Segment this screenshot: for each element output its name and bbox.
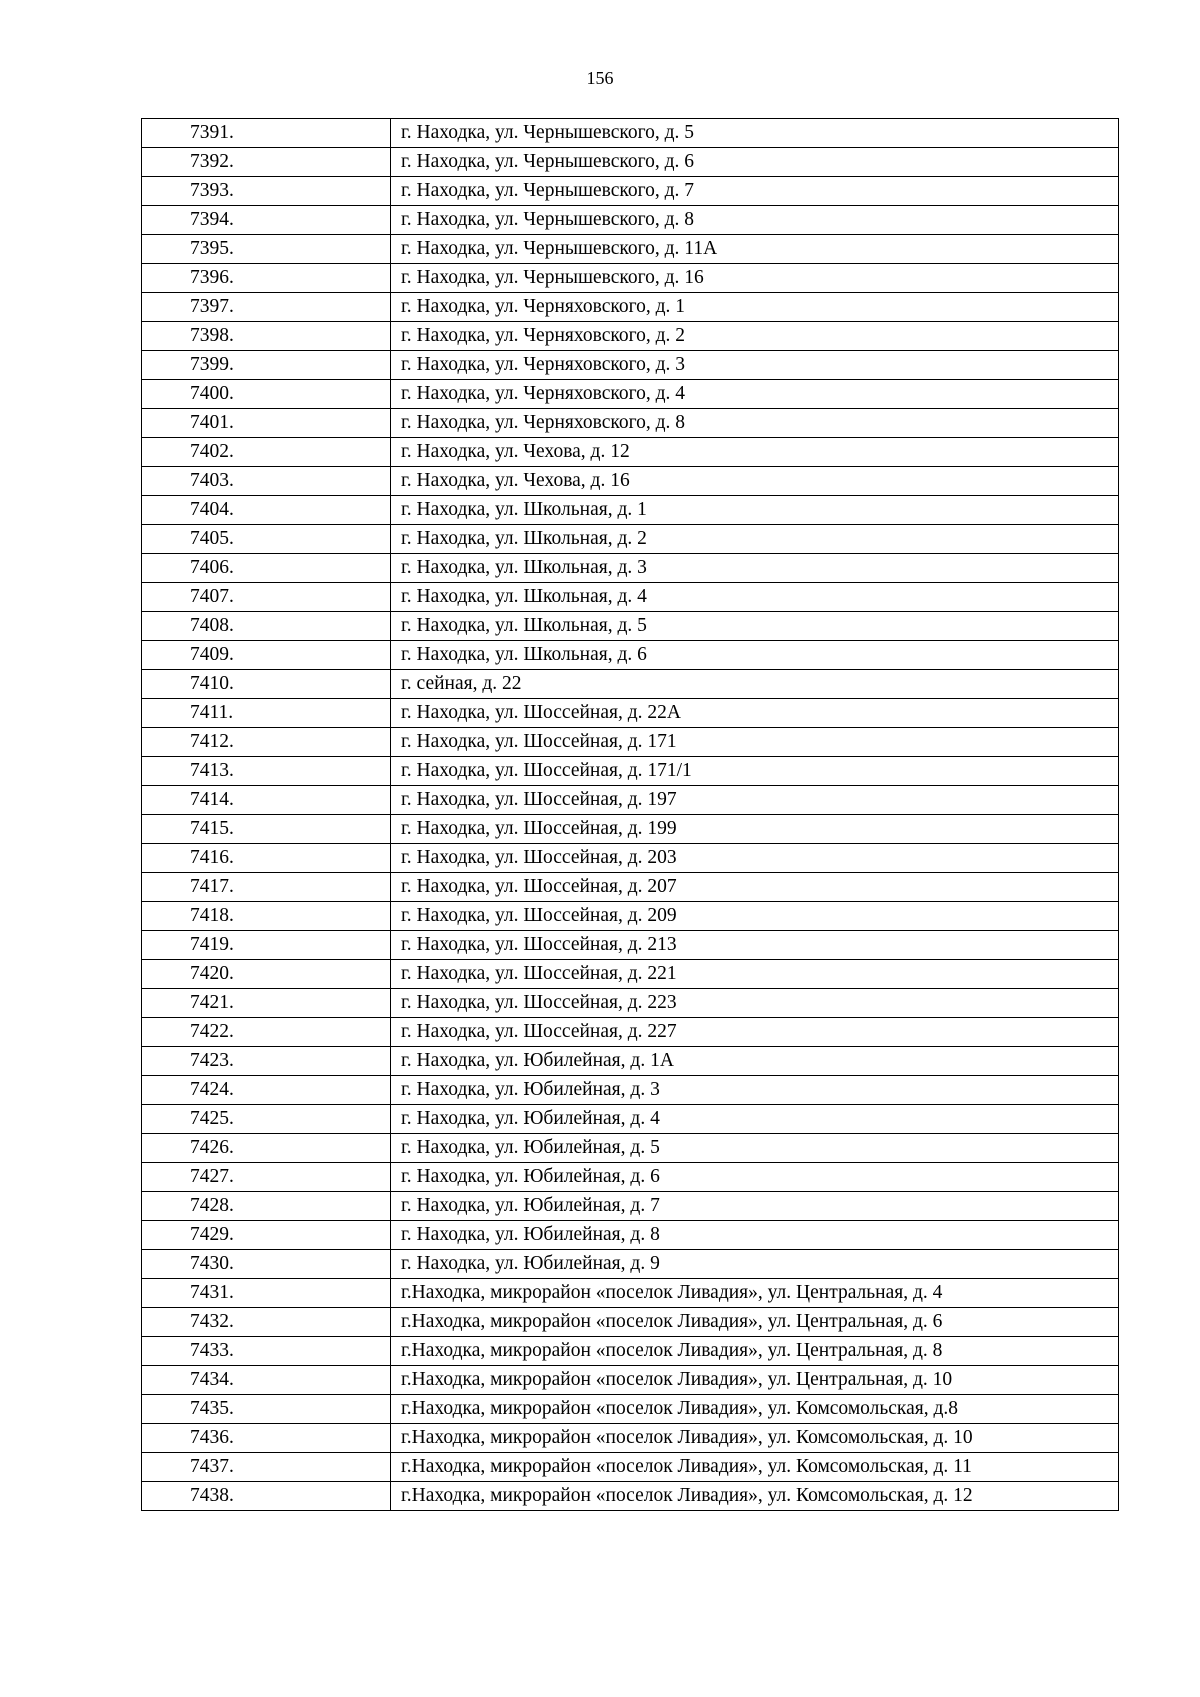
table-row	[142, 844, 1119, 873]
table-row	[142, 525, 1119, 554]
table-row	[142, 612, 1119, 641]
address-cell: г. Находка, ул. Юбилейная, д. 7	[391, 1192, 1119, 1221]
row-number-cell: 7435.	[142, 1395, 391, 1424]
address-cell: г.Находка, микрорайон «поселок Ливадия», ул. Комсомольская, д. 12	[391, 1482, 1119, 1511]
address-cell: г. Находка, ул. Чернышевского, д. 8	[391, 206, 1119, 235]
table-row	[142, 728, 1119, 757]
address-cell: г. Находка, ул. Шоссейная, д. 209	[391, 902, 1119, 931]
row-number-cell: 7429.	[142, 1221, 391, 1250]
address-cell: г. Находка, ул. Черняховского, д. 3	[391, 351, 1119, 380]
row-number-cell: 7436.	[142, 1424, 391, 1453]
address-cell: г. Находка, ул. Чехова, д. 16	[391, 467, 1119, 496]
row-number-cell: 7405.	[142, 525, 391, 554]
row-number-cell: 7418.	[142, 902, 391, 931]
row-number-cell: 7410.	[142, 670, 391, 699]
address-cell: г. Находка, ул. Чехова, д. 12	[391, 438, 1119, 467]
address-cell: г. Находка, ул. Юбилейная, д. 1А	[391, 1047, 1119, 1076]
address-cell: г. Находка, ул. Школьная, д. 5	[391, 612, 1119, 641]
table-row	[142, 438, 1119, 467]
row-number-cell: 7438.	[142, 1482, 391, 1511]
address-cell: г. Находка, ул. Юбилейная, д. 6	[391, 1163, 1119, 1192]
address-cell: г. Находка, ул. Школьная, д. 4	[391, 583, 1119, 612]
table-row	[142, 583, 1119, 612]
address-cell: г. Находка, ул. Чернышевского, д. 7	[391, 177, 1119, 206]
table-row	[142, 177, 1119, 206]
address-cell: г.Находка, микрорайон «поселок Ливадия», ул. Центральная, д. 8	[391, 1337, 1119, 1366]
address-cell: г. Находка, ул. Шоссейная, д. 171/1	[391, 757, 1119, 786]
table-row	[142, 1076, 1119, 1105]
address-cell: г.Находка, микрорайон «поселок Ливадия», ул. Центральная, д. 10	[391, 1366, 1119, 1395]
table-row	[142, 264, 1119, 293]
address-table	[141, 118, 1119, 1511]
address-cell: г. Находка, ул. Черняховского, д. 4	[391, 380, 1119, 409]
table-row	[142, 119, 1119, 148]
row-number-cell: 7430.	[142, 1250, 391, 1279]
row-number-cell: 7434.	[142, 1366, 391, 1395]
address-cell: г. Находка, ул. Шоссейная, д. 199	[391, 815, 1119, 844]
table-row	[142, 554, 1119, 583]
table-row	[142, 322, 1119, 351]
table-row	[142, 873, 1119, 902]
row-number-cell: 7417.	[142, 873, 391, 902]
address-cell: г. Находка, ул. Школьная, д. 1	[391, 496, 1119, 525]
address-cell: г. Находка, ул. Школьная, д. 3	[391, 554, 1119, 583]
table-row	[142, 902, 1119, 931]
address-cell: г. Находка, ул. Юбилейная, д. 4	[391, 1105, 1119, 1134]
row-number-cell: 7433.	[142, 1337, 391, 1366]
row-number-cell: 7426.	[142, 1134, 391, 1163]
address-cell: г. Находка, ул. Шоссейная, д. 171	[391, 728, 1119, 757]
address-table-body	[142, 119, 1119, 1511]
row-number-cell: 7415.	[142, 815, 391, 844]
page-number: 156	[586, 68, 614, 88]
address-cell: г. Находка, ул. Черняховского, д. 8	[391, 409, 1119, 438]
row-number-cell: 7403.	[142, 467, 391, 496]
address-cell: г. Находка, ул. Юбилейная, д. 8	[391, 1221, 1119, 1250]
address-cell: г. Находка, ул. Шоссейная, д. 22А	[391, 699, 1119, 728]
table-row	[142, 1192, 1119, 1221]
row-number-cell: 7425.	[142, 1105, 391, 1134]
address-cell: г. Находка, ул. Чернышевского, д. 5	[391, 119, 1119, 148]
address-cell: г.Находка, микрорайон «поселок Ливадия», ул. Комсомольская, д. 11	[391, 1453, 1119, 1482]
row-number-cell: 7432.	[142, 1308, 391, 1337]
table-row	[142, 1366, 1119, 1395]
address-cell: г. Находка, ул. Юбилейная, д. 9	[391, 1250, 1119, 1279]
table-row	[142, 757, 1119, 786]
table-row	[142, 1105, 1119, 1134]
table-row	[142, 989, 1119, 1018]
row-number-cell: 7419.	[142, 931, 391, 960]
row-number-cell: 7394.	[142, 206, 391, 235]
row-number-cell: 7408.	[142, 612, 391, 641]
address-cell: г. Находка, ул. Шоссейная, д. 221	[391, 960, 1119, 989]
row-number-cell: 7393.	[142, 177, 391, 206]
table-row	[142, 1250, 1119, 1279]
table-row	[142, 931, 1119, 960]
table-row	[142, 1134, 1119, 1163]
row-number-cell: 7423.	[142, 1047, 391, 1076]
address-cell: г. Находка, ул. Шоссейная, д. 223	[391, 989, 1119, 1018]
address-cell: г.Находка, микрорайон «поселок Ливадия», ул. Комсомольская, д.8	[391, 1395, 1119, 1424]
table-row	[142, 380, 1119, 409]
address-cell: г. Находка, ул. Школьная, д. 2	[391, 525, 1119, 554]
table-row	[142, 1279, 1119, 1308]
table-row	[142, 1482, 1119, 1511]
address-cell: г. Находка, ул. Шоссейная, д. 197	[391, 786, 1119, 815]
address-cell: г. Находка, ул. Школьная, д. 6	[391, 641, 1119, 670]
table-row	[142, 235, 1119, 264]
row-number-cell: 7395.	[142, 235, 391, 264]
row-number-cell: 7427.	[142, 1163, 391, 1192]
table-row	[142, 467, 1119, 496]
row-number-cell: 7400.	[142, 380, 391, 409]
address-cell: г. Находка, ул. Чернышевского, д. 11А	[391, 235, 1119, 264]
row-number-cell: 7399.	[142, 351, 391, 380]
address-cell: г.Находка, микрорайон «поселок Ливадия», ул. Центральная, д. 6	[391, 1308, 1119, 1337]
table-row	[142, 206, 1119, 235]
table-row	[142, 1018, 1119, 1047]
row-number-cell: 7392.	[142, 148, 391, 177]
table-row	[142, 699, 1119, 728]
address-cell: г. Находка, ул. Шоссейная, д. 227	[391, 1018, 1119, 1047]
address-cell: г. Находка, ул. Черняховского, д. 1	[391, 293, 1119, 322]
table-row	[142, 1424, 1119, 1453]
table-row	[142, 351, 1119, 380]
address-cell: г. Находка, ул. Черняховского, д. 2	[391, 322, 1119, 351]
row-number-cell: 7409.	[142, 641, 391, 670]
address-cell: г. Находка, ул. Юбилейная, д. 5	[391, 1134, 1119, 1163]
table-row	[142, 496, 1119, 525]
row-number-cell: 7411.	[142, 699, 391, 728]
row-number-cell: 7420.	[142, 960, 391, 989]
table-row	[142, 293, 1119, 322]
table-row	[142, 1395, 1119, 1424]
row-number-cell: 7414.	[142, 786, 391, 815]
table-row	[142, 409, 1119, 438]
row-number-cell: 7431.	[142, 1279, 391, 1308]
table-row	[142, 641, 1119, 670]
address-cell: г.Находка, микрорайон «поселок Ливадия», ул. Центральная, д. 4	[391, 1279, 1119, 1308]
address-cell: г.Находка, микрорайон «поселок Ливадия», ул. Комсомольская, д. 10	[391, 1424, 1119, 1453]
address-cell: г. Находка, ул. Шоссейная, д. 207	[391, 873, 1119, 902]
row-number-cell: 7396.	[142, 264, 391, 293]
row-number-cell: 7398.	[142, 322, 391, 351]
table-row	[142, 786, 1119, 815]
row-number-cell: 7428.	[142, 1192, 391, 1221]
address-cell: г. Находка, ул. Шоссейная, д. 203	[391, 844, 1119, 873]
row-number-cell: 7401.	[142, 409, 391, 438]
address-cell: г. Находка, ул. Юбилейная, д. 3	[391, 1076, 1119, 1105]
row-number-cell: 7391.	[142, 119, 391, 148]
table-row	[142, 1453, 1119, 1482]
row-number-cell: 7407.	[142, 583, 391, 612]
row-number-cell: 7412.	[142, 728, 391, 757]
row-number-cell: 7424.	[142, 1076, 391, 1105]
row-number-cell: 7402.	[142, 438, 391, 467]
row-number-cell: 7413.	[142, 757, 391, 786]
row-number-cell: 7406.	[142, 554, 391, 583]
table-row	[142, 1047, 1119, 1076]
row-number-cell: 7397.	[142, 293, 391, 322]
table-row	[142, 815, 1119, 844]
table-row	[142, 148, 1119, 177]
address-cell: г. Находка, ул. Чернышевского, д. 6	[391, 148, 1119, 177]
table-row	[142, 960, 1119, 989]
row-number-cell: 7437.	[142, 1453, 391, 1482]
table-row	[142, 670, 1119, 699]
table-row	[142, 1163, 1119, 1192]
table-row	[142, 1308, 1119, 1337]
table-row	[142, 1337, 1119, 1366]
address-cell: г. сейная, д. 22	[391, 670, 1119, 699]
address-cell: г. Находка, ул. Чернышевского, д. 16	[391, 264, 1119, 293]
row-number-cell: 7421.	[142, 989, 391, 1018]
row-number-cell: 7404.	[142, 496, 391, 525]
row-number-cell: 7422.	[142, 1018, 391, 1047]
address-cell: г. Находка, ул. Шоссейная, д. 213	[391, 931, 1119, 960]
row-number-cell: 7416.	[142, 844, 391, 873]
table-row	[142, 1221, 1119, 1250]
